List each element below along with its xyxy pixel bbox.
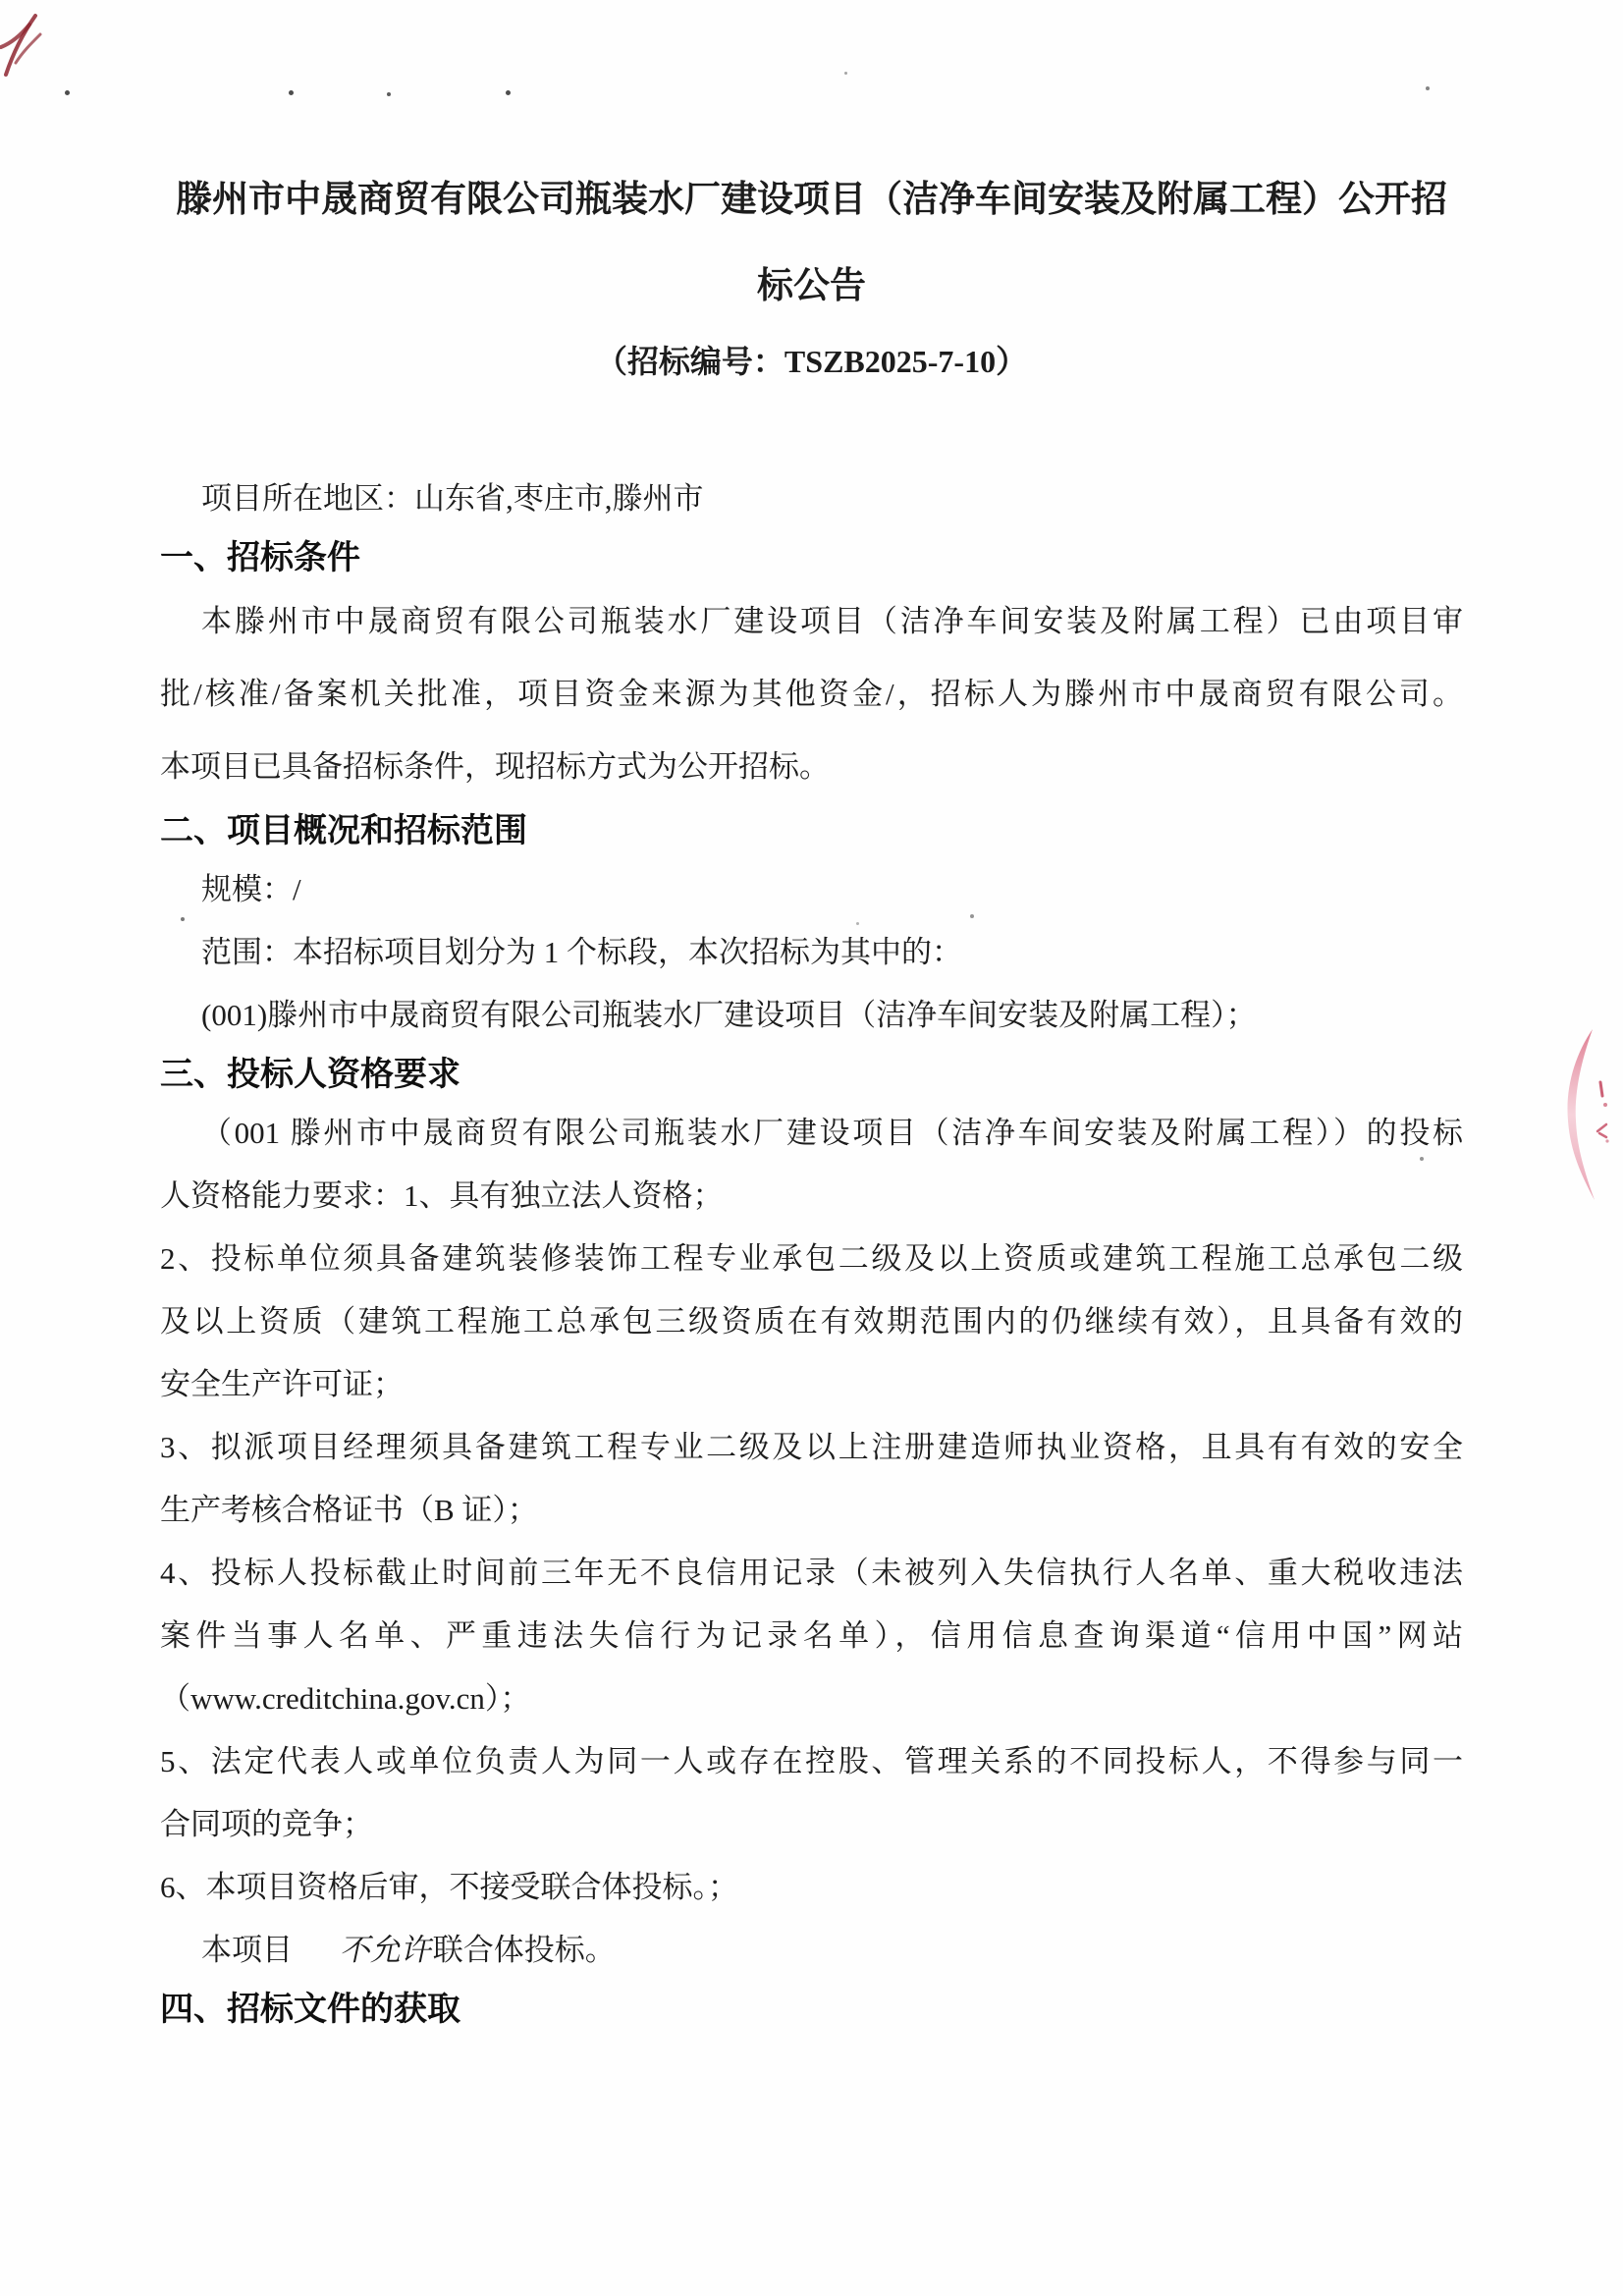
section-heading-3: 三、投标人资格要求 (160, 1056, 460, 1093)
scan-speck (1420, 1157, 1424, 1161)
stamp-tick (1600, 1082, 1602, 1096)
document-content (160, 157, 1463, 2037)
text-segment: 本项目 (201, 1933, 300, 1967)
doc-line: 及以上资质（建筑工程施工总承包三级资质在有效期范围内的仍继续有效），且具备有效的 (160, 1304, 1463, 1339)
doc-title-line-1: 滕州市中晟商贸有限公司瓶装水厂建设项目（洁净车间安装及附属工程）公开招 (176, 180, 1447, 220)
doc-line: 规模：/ (201, 872, 301, 906)
stamp-tick (1597, 1124, 1606, 1137)
section-heading-2: 二、项目概况和招标范围 (160, 812, 527, 849)
doc-line: 生产考核合格证书（B 证）； (160, 1493, 538, 1527)
scan-speck (65, 90, 70, 95)
scan-speck (181, 917, 185, 921)
stamp-fragment (1555, 1027, 1614, 1206)
doc-line: （www.creditchina.gov.cn）； (160, 1681, 531, 1716)
scan-speck (856, 922, 859, 925)
pen-stroke (1, 25, 29, 47)
italic-text-segment: 不允许 (338, 1933, 437, 1967)
stamp-dot (1605, 1139, 1608, 1142)
doc-line: 人资格能力要求：1、具有独立法人资格； (160, 1178, 724, 1213)
section-heading-1: 一、招标条件 (160, 539, 360, 576)
tender-number-line: （招标编号：TSZB2025-7-10） (595, 344, 1028, 379)
doc-line: 6、本项目资格后审，不接受联合体投标。； (160, 1870, 738, 1904)
doc-line: 4、投标人投标截止时间前三年无不良信用记录（未被列入失信执行人名单、重大税收违法 (160, 1556, 1463, 1590)
doc-line: 5、法定代表人或单位负责人为同一人或存在控股、管理关系的不同投标人，不得参与同一 (160, 1744, 1463, 1778)
scan-speck (970, 914, 974, 918)
text-segment: 联合体投标。 (432, 1933, 616, 1967)
scan-speck (289, 90, 294, 95)
stamp-dot (1603, 1103, 1607, 1107)
doc-line: (001)滕州市中晟商贸有限公司瓶装水厂建设项目（洁净车间安装及附属工程）； (201, 998, 1257, 1032)
stamp-crescent (1567, 1029, 1595, 1200)
section-heading-4: 四、招标文件的获取 (160, 1991, 460, 2028)
doc-line: 3、拟派项目经理须具备建筑工程专业二级及以上注册建造师执业资格，且具有有效的安全 (160, 1430, 1463, 1464)
doc-line: 范围：本招标项目划分为 1 个标段，本次招标为其中的： (201, 935, 962, 969)
doc-line: 2、投标单位须具备建筑装修装饰工程专业承包二级及以上资质或建筑工程施工总承包二级 (160, 1241, 1463, 1276)
doc-line: 案件当事人名单、严重违法失信行为记录名单），信用信息查询渠道“信用中国”网站 (160, 1618, 1463, 1653)
doc-line: 本滕州市中晟商贸有限公司瓶装水厂建设项目（洁净车间安装及附属工程）已由项目审 (201, 604, 1463, 638)
doc-line: 本项目已具备招标条件，现招标方式为公开招标。 (160, 749, 830, 784)
doc-line: 安全生产许可证； (160, 1367, 404, 1401)
scan-speck (844, 72, 847, 75)
scan-speck (1426, 86, 1430, 90)
doc-line: （001 滕州市中晟商贸有限公司瓶装水厂建设项目（洁净车间安装及附属工程））的投标 (201, 1116, 1463, 1150)
doc-title-line-2: 标公告 (757, 266, 866, 306)
scan-speck (387, 92, 391, 96)
doc-line: 批/核准/备案机关批准，项目资金来源为其他资金/，招标人为滕州市中晟商贸有限公司。 (160, 677, 1463, 711)
doc-line: 合同项的竞争； (160, 1807, 373, 1841)
doc-line (160, 1919, 1463, 1982)
pen-scribble-mark (0, 0, 63, 82)
project-location-line: 项目所在地区：山东省,枣庄市,滕州市 (201, 481, 704, 516)
scan-speck (506, 90, 511, 95)
